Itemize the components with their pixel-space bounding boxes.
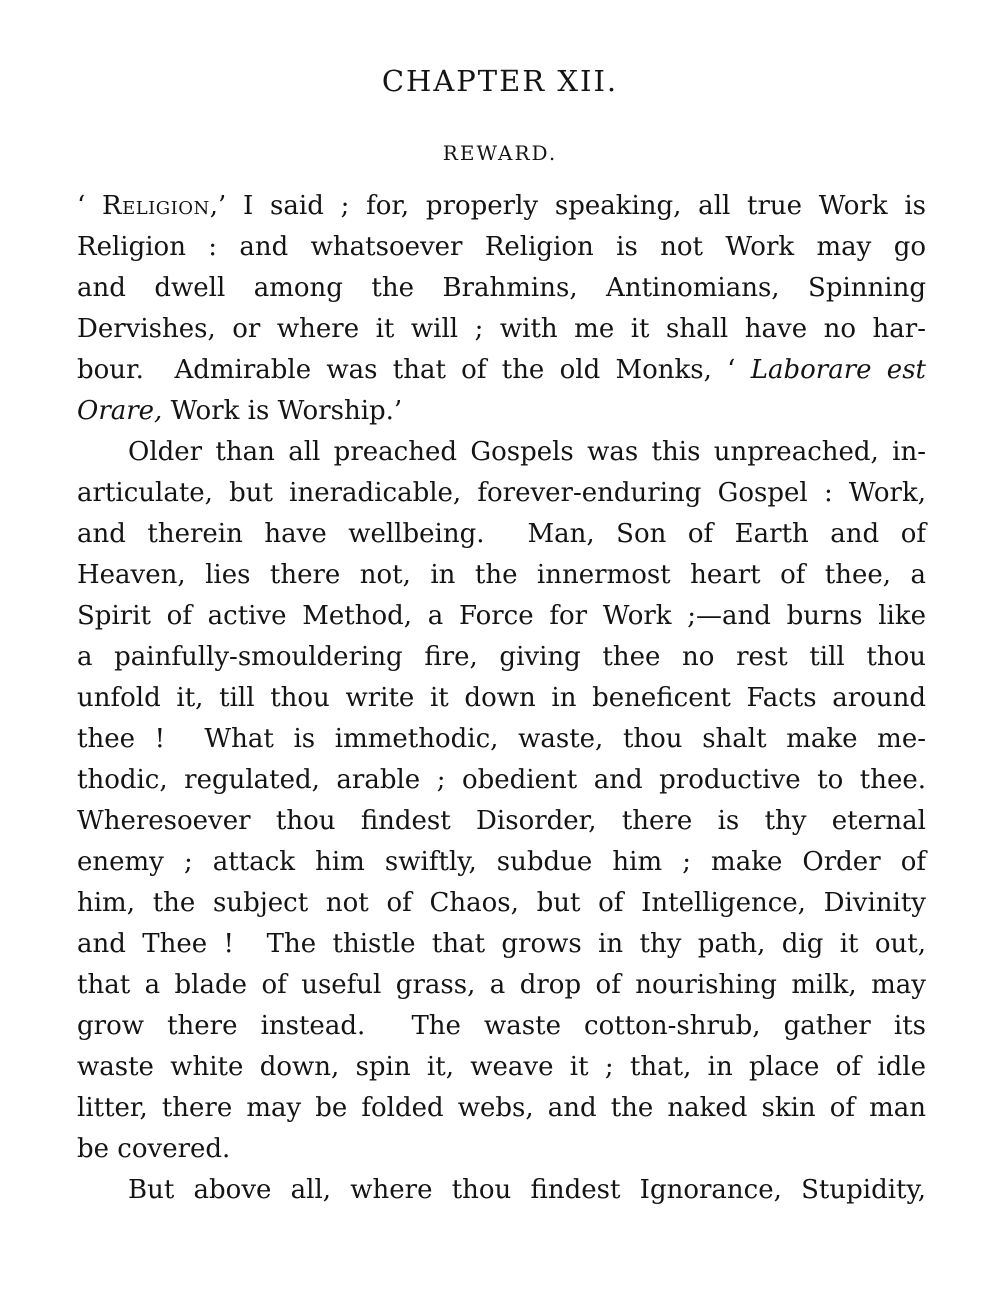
text-line: that a blade of useful grass, a drop of nourishing milk, may (77, 970, 926, 1000)
latin-phrase: Laborare est (750, 355, 926, 385)
text-line: Spirit of active Method, a Force for Work ;—and burns like (77, 601, 926, 631)
text-line: waste white down, spin it, weave it ; that, in place of idle (77, 1052, 926, 1082)
chapter-title: REWARD. (442, 141, 558, 165)
line-text: ,’ I said ; for, properly speaking, all true Work is (209, 191, 926, 221)
line-text: bour. Admirable was that of the old Monks, ‘ (77, 355, 751, 385)
text-line: grow there instead. The waste cotton-shrub, gather its (77, 1011, 926, 1041)
text-line: enemy ; attack him swiftly, subdue him ; make Order of (77, 847, 926, 877)
text-line: thee ! What is immethodic, waste, thou shalt make me- (77, 724, 926, 754)
text-line: Older than all preached Gospels was this unpreached, in- (128, 437, 926, 467)
open-quote: ‘ (77, 191, 102, 221)
text-line: unfold it, till thou write it down in beneficent Facts around (77, 683, 926, 713)
text-line: Religion : and whatsoever Religion is not Work may go (77, 232, 926, 262)
text-line: litter, there may be folded webs, and the naked skin of man (77, 1093, 926, 1123)
line-text: Work is Worship.’ (162, 396, 403, 426)
chapter-heading: CHAPTER XII. (381, 64, 619, 98)
text-line (77, 350, 926, 391)
text-line: articulate, but ineradicable, forever-enduring Gospel : Work, (77, 478, 926, 508)
text-line: Heaven, lies there not, in the innermost heart of thee, a (77, 560, 926, 590)
latin-phrase: Orare, (77, 396, 163, 426)
smallcaps-word: Religion (102, 191, 210, 221)
text-line: him, the subject not of Chaos, but of Intelligence, Divinity (77, 888, 926, 918)
text-line: and Thee ! The thistle that grows in thy path, dig it out, (77, 929, 926, 959)
page-body (77, 186, 926, 1211)
text-line: But above all, where thou findest Ignorance, Stupidity, (128, 1175, 926, 1205)
text-line: be covered. (77, 1134, 231, 1164)
text-line (77, 391, 926, 432)
text-line (77, 186, 926, 227)
text-line: Wheresoever thou findest Disorder, there is thy eternal (77, 806, 926, 836)
text-line: Dervishes, or where it will ; with me it shall have no har- (77, 314, 926, 344)
text-line: and dwell among the Brahmins, Antinomians, Spinning (77, 273, 926, 303)
text-line: thodic, regulated, arable ; obedient and productive to thee. (77, 765, 926, 795)
text-line: and therein have wellbeing. Man, Son of Earth and of (77, 519, 926, 549)
text-line: a painfully-smouldering fire, giving thee no rest till thou (77, 642, 926, 672)
